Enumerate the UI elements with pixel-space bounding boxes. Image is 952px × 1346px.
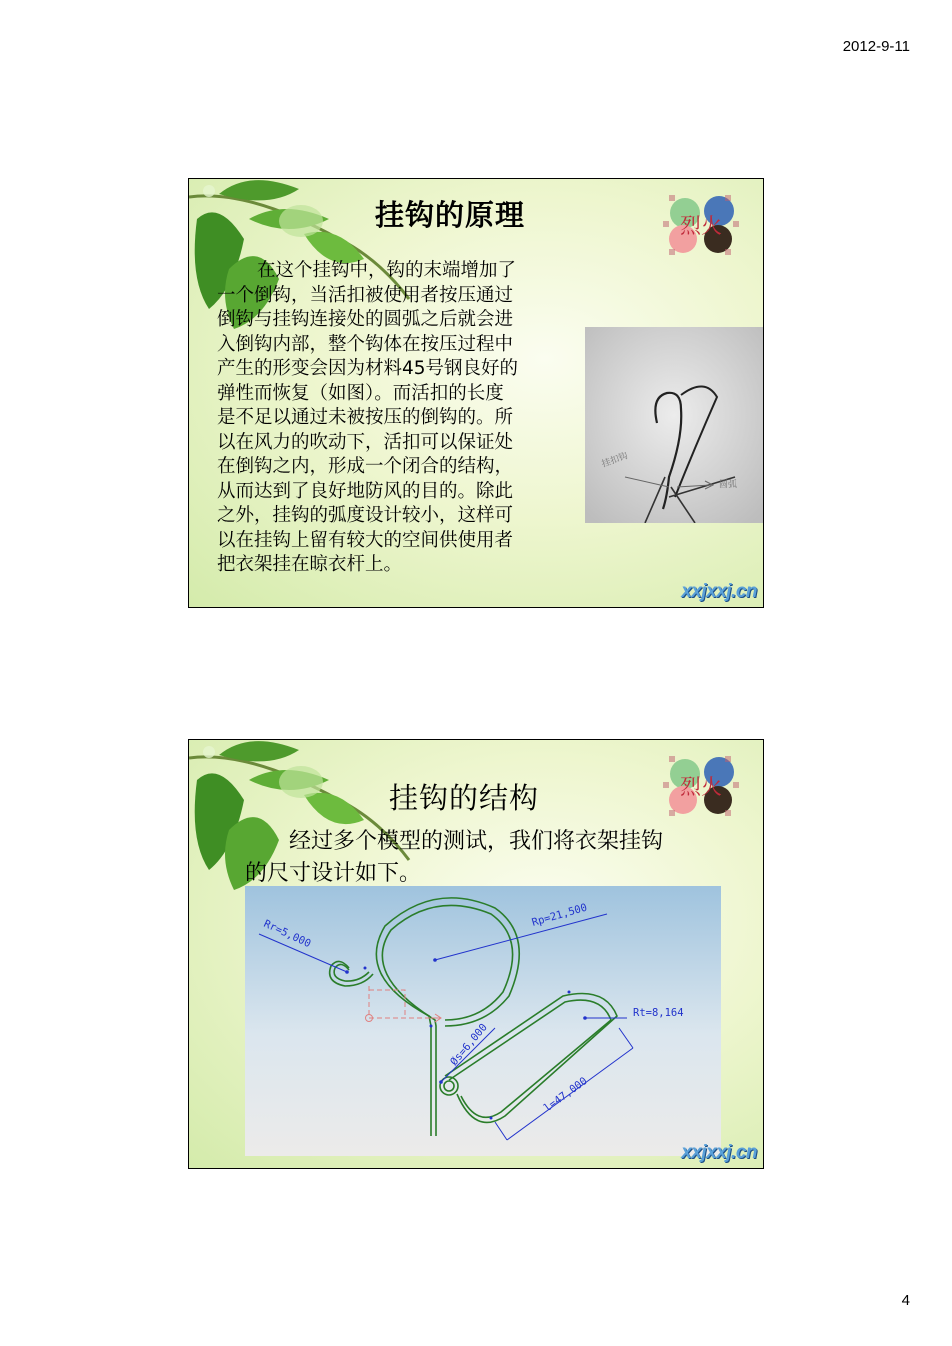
logo-label: 烈火	[680, 775, 722, 799]
hook-photo	[585, 327, 763, 523]
principle-paragraph	[217, 259, 579, 578]
page-number: 4	[901, 1292, 910, 1309]
paragraph-line: 是不足以通过未被按压的倒钩的。所	[217, 407, 514, 428]
structure-intro	[245, 826, 735, 890]
photo-annotation: 圆弧	[719, 480, 738, 490]
dim-rp-label: Rp=21,500	[530, 901, 589, 929]
paragraph-line: 以在风力的吹动下，活扣可以保证处	[217, 431, 514, 453]
paragraph-line: 产生的形变会因为材料45号钢良好的	[217, 358, 519, 379]
paragraph-line: 在倒钩之内，形成一个闭合的结构，	[217, 456, 514, 477]
slide-hook-principle	[188, 178, 764, 608]
paragraph-line: 之外，挂钩的弧度设计较小，这样可	[217, 505, 514, 526]
intro-line: 经过多个模型的测试，我们将衣架挂钩	[289, 829, 664, 854]
paragraph-line: 入倒钩内部，整个钩体在按压过程中	[217, 333, 514, 355]
paragraph-line: 一个倒钩，当活扣被使用者按压通过	[217, 284, 514, 306]
paragraph-line: 从而达到了良好地防风的目的。除此	[217, 480, 514, 502]
paragraph-line: 弹性而恢复（如图）。而活扣的长度	[217, 382, 504, 404]
dim-d-label: Øs=6,000	[448, 1021, 490, 1068]
slide-title: 挂钩的原理	[374, 198, 525, 232]
paragraph-line: 以在挂钩上留有较大的空间供使用者	[217, 529, 514, 551]
intro-line: 的尺寸设计如下。	[245, 861, 422, 886]
logo-label: 烈火	[680, 214, 722, 238]
dim-l-label: l=47,000	[541, 1074, 590, 1115]
brand-watermark: xxjxxj.cn	[681, 581, 757, 602]
hook-cad-drawing	[245, 886, 721, 1156]
dim-rt-label: Rt=8,164	[633, 1007, 684, 1019]
paragraph-line: 在这个挂钩中，钩的末端增加了	[257, 260, 517, 281]
photo-annotation: 挂扣钩	[600, 451, 630, 470]
paragraph-line: 把衣架挂在晾衣杆上。	[217, 554, 403, 575]
dim-rr-label: Rr=5,000	[261, 917, 313, 951]
paragraph-line: 倒钩与挂钩连接处的圆弧之后就会进	[217, 309, 514, 330]
slide-title: 挂钩的结构	[388, 781, 539, 815]
page-date: 2012-9-11	[842, 38, 910, 55]
slide-hook-structure	[188, 739, 764, 1169]
brand-watermark: xxjxxj.cn	[681, 1142, 757, 1163]
